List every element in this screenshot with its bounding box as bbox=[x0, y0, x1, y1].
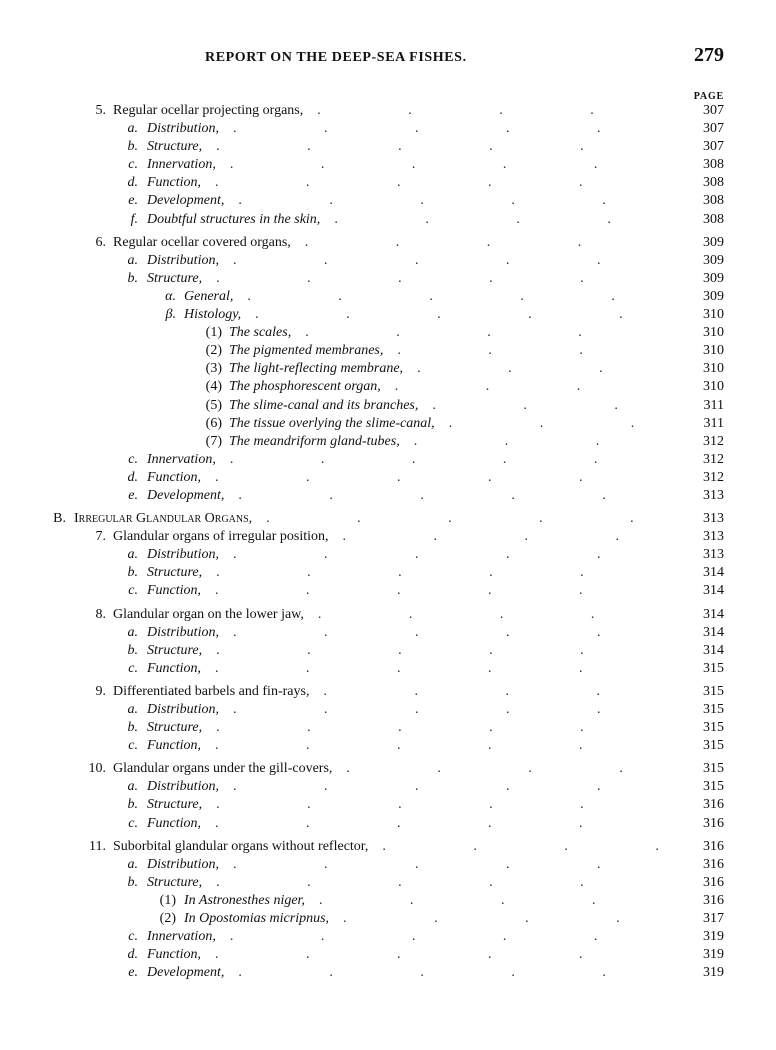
toc-entry bbox=[0, 683, 776, 701]
dot-leader bbox=[215, 815, 666, 833]
dot-leader bbox=[238, 964, 666, 982]
toc-entry-title: Structure, bbox=[147, 874, 203, 890]
dot-leader bbox=[238, 487, 666, 505]
toc-entry-title: Distribution, bbox=[147, 252, 219, 268]
toc-entry-number: c. bbox=[128, 660, 138, 676]
dot-leader bbox=[395, 378, 666, 396]
toc-entry-page: 310 bbox=[703, 343, 724, 359]
toc-entry-number: d. bbox=[127, 469, 138, 485]
toc-entry-page: 316 bbox=[703, 797, 724, 813]
toc-entry-page: 315 bbox=[703, 779, 724, 795]
toc-entry-title: Function, bbox=[147, 738, 202, 754]
toc-entry-title: Function, bbox=[147, 660, 202, 676]
toc-entry-page: 307 bbox=[703, 103, 724, 118]
toc-entry-number: b. bbox=[127, 139, 138, 155]
toc-entry-number: (6) bbox=[205, 415, 222, 431]
toc-entry-page: 314 bbox=[703, 583, 724, 599]
toc-entry bbox=[0, 378, 776, 396]
toc-entry-title: Distribution, bbox=[147, 856, 219, 872]
toc-entry-number: d. bbox=[127, 947, 138, 963]
toc-entry-number: c. bbox=[128, 157, 138, 173]
toc-entry-title: Innervation, bbox=[147, 929, 216, 945]
toc-entry-title: Structure, bbox=[147, 565, 203, 581]
toc-entry-title: Doubtful structures in the skin, bbox=[147, 211, 321, 227]
toc-entry-page: 315 bbox=[703, 683, 724, 699]
toc-entry bbox=[0, 138, 776, 156]
dot-leader bbox=[417, 360, 666, 378]
toc-entry bbox=[0, 838, 776, 856]
toc-entry-number: a. bbox=[127, 121, 138, 137]
toc-entry-title: Distribution, bbox=[147, 547, 219, 563]
toc-entry bbox=[0, 192, 776, 210]
dot-leader bbox=[215, 582, 666, 600]
toc-entry bbox=[0, 156, 776, 174]
toc-entry-page: 314 bbox=[703, 565, 724, 581]
toc-entry-title: Differentiated barbels and fin-rays, bbox=[113, 683, 310, 699]
toc-entry-number: (1) bbox=[205, 325, 222, 341]
toc-entry-title: Structure, bbox=[147, 642, 203, 658]
running-header bbox=[0, 44, 776, 72]
toc-entry-number: a. bbox=[127, 702, 138, 717]
dot-leader bbox=[233, 546, 666, 564]
toc-entry bbox=[0, 606, 776, 624]
toc-entry-number: a. bbox=[127, 856, 138, 872]
toc-entry-page: 309 bbox=[703, 288, 724, 304]
toc-entry-number: (3) bbox=[205, 361, 222, 377]
toc-entry bbox=[0, 546, 776, 564]
toc-entry-page: 316 bbox=[703, 892, 724, 908]
dot-leader bbox=[305, 324, 666, 342]
toc-entry-title: Function, bbox=[147, 815, 202, 831]
toc-entry bbox=[0, 856, 776, 874]
dot-leader bbox=[216, 564, 666, 582]
toc-entry-title: The tissue overlying the slime-canal, bbox=[229, 415, 435, 431]
toc-entry-number: 10. bbox=[88, 761, 106, 777]
dot-leader bbox=[323, 683, 666, 701]
toc-entry-title: Development, bbox=[147, 487, 225, 503]
dot-leader bbox=[215, 174, 666, 192]
dot-leader bbox=[238, 192, 666, 210]
toc-entry-number: b. bbox=[127, 797, 138, 813]
toc-entry-number: (2) bbox=[205, 343, 222, 359]
toc-entry bbox=[0, 288, 776, 306]
dot-leader bbox=[334, 211, 666, 229]
dot-leader bbox=[215, 660, 666, 678]
dot-leader bbox=[233, 778, 666, 796]
toc-entry-title: Distribution, bbox=[147, 624, 219, 640]
toc-entry bbox=[0, 120, 776, 138]
toc-entry bbox=[0, 892, 776, 910]
toc-entry bbox=[0, 719, 776, 737]
toc-entry-number: (5) bbox=[205, 397, 222, 413]
toc-entry-page: 316 bbox=[703, 874, 724, 890]
toc-entry-page: 316 bbox=[703, 838, 724, 854]
toc-entry-number: α. bbox=[165, 288, 176, 304]
toc-entry-title: Structure, bbox=[147, 139, 203, 155]
toc-entry bbox=[0, 102, 776, 120]
toc-entry-page: 316 bbox=[703, 856, 724, 872]
toc-entry-page: 316 bbox=[703, 815, 724, 831]
dot-leader bbox=[233, 252, 666, 270]
toc-entry-title: Function, bbox=[147, 947, 202, 963]
toc-entry bbox=[0, 910, 776, 928]
toc-entry-number: a. bbox=[127, 779, 138, 795]
toc-entry-page: 312 bbox=[703, 433, 724, 449]
toc-entry-number: 7. bbox=[95, 529, 106, 545]
dot-leader bbox=[215, 737, 666, 755]
toc-entry-page: 309 bbox=[703, 270, 724, 286]
toc-entry bbox=[0, 324, 776, 342]
toc-entry-page: 314 bbox=[703, 624, 724, 640]
toc-entry bbox=[0, 778, 776, 796]
toc-entry-title: Glandular organ on the lower jaw, bbox=[113, 606, 304, 622]
dot-leader bbox=[247, 288, 666, 306]
toc-entry-title: Structure, bbox=[147, 797, 203, 813]
page-column-label: PAGE bbox=[693, 91, 724, 102]
toc-entry-number: b. bbox=[127, 874, 138, 890]
dot-leader bbox=[319, 892, 666, 910]
toc-entry bbox=[0, 270, 776, 288]
toc-entry-page: 312 bbox=[703, 451, 724, 467]
toc-entry-number: 9. bbox=[95, 683, 106, 699]
dot-leader bbox=[230, 928, 666, 946]
toc-entry-number: e. bbox=[128, 193, 138, 209]
dot-leader bbox=[266, 510, 666, 528]
dot-leader bbox=[305, 234, 666, 252]
toc-entry bbox=[0, 964, 776, 982]
toc-entry-page: 310 bbox=[703, 379, 724, 395]
toc-entry-page: 309 bbox=[703, 234, 724, 250]
toc-entry-title: Function, bbox=[147, 583, 202, 599]
toc-entry-number: a. bbox=[127, 252, 138, 268]
running-title: REPORT ON THE DEEP-SEA FISHES. bbox=[205, 50, 467, 65]
toc-entry-page: 308 bbox=[703, 157, 724, 173]
toc-entry-page: 307 bbox=[703, 139, 724, 155]
toc-entry-title: Histology, bbox=[184, 307, 242, 323]
toc-entry-number: c. bbox=[128, 738, 138, 754]
dot-leader bbox=[233, 701, 666, 719]
toc-entry bbox=[0, 564, 776, 582]
toc-entry-page: 308 bbox=[703, 193, 724, 209]
dot-leader bbox=[318, 606, 666, 624]
toc-entry-number: c. bbox=[128, 451, 138, 467]
toc-entry-page: 310 bbox=[703, 361, 724, 377]
dot-leader bbox=[346, 760, 666, 778]
toc-entry-number: (4) bbox=[205, 379, 222, 395]
toc-entry-page: 311 bbox=[703, 415, 724, 431]
dot-leader bbox=[233, 624, 666, 642]
toc-entry-number: 8. bbox=[95, 606, 106, 622]
toc-entry-number: b. bbox=[127, 720, 138, 736]
toc-entry-number: 6. bbox=[95, 234, 106, 250]
toc-entry bbox=[0, 433, 776, 451]
toc-entry-page: 315 bbox=[703, 702, 724, 717]
toc-entry bbox=[0, 760, 776, 778]
toc-entry-title: Structure, bbox=[147, 270, 203, 286]
toc-entry-page: 319 bbox=[703, 947, 724, 963]
toc-entry-title: In Opostomias micripnus, bbox=[184, 911, 330, 927]
toc-entry bbox=[0, 815, 776, 833]
dot-leader bbox=[216, 796, 666, 814]
dot-leader bbox=[343, 910, 666, 928]
toc-entry-title: The meandriform gland-tubes, bbox=[229, 433, 400, 449]
toc-entry-page: 308 bbox=[703, 175, 724, 191]
toc-entry-number: (1) bbox=[159, 892, 176, 908]
toc-entry-title: Suborbital glandular organs without reflector, bbox=[113, 838, 369, 854]
toc-entry-title: Irregular Glandular Organs, bbox=[74, 511, 253, 527]
toc-entry-title: The scales, bbox=[229, 325, 292, 341]
toc-entry-number: c. bbox=[128, 815, 138, 831]
toc-entry-title: Glandular organs under the gill-covers, bbox=[113, 761, 333, 777]
toc-entry bbox=[0, 796, 776, 814]
dot-leader bbox=[216, 270, 666, 288]
toc-entry-title: The pigmented membranes, bbox=[229, 343, 384, 359]
toc-entry bbox=[0, 737, 776, 755]
toc-entry-page: 313 bbox=[703, 487, 724, 503]
toc-entry-page: 315 bbox=[703, 660, 724, 676]
toc-entry-number: b. bbox=[127, 270, 138, 286]
toc-entry-page: 310 bbox=[703, 307, 724, 323]
toc-entry-number: a. bbox=[127, 547, 138, 563]
toc-entry-page: 314 bbox=[703, 642, 724, 658]
toc-entry-number: f. bbox=[130, 211, 138, 227]
toc-entry-number: 11. bbox=[89, 838, 106, 854]
toc-entry bbox=[0, 701, 776, 719]
toc-entry-number: d. bbox=[127, 175, 138, 191]
toc-entry-title: Innervation, bbox=[147, 157, 216, 173]
toc-entry-number: c. bbox=[128, 929, 138, 945]
toc-entry-number: (2) bbox=[159, 911, 176, 927]
toc-entry-title: Development, bbox=[147, 965, 225, 981]
toc-entry-title: Innervation, bbox=[147, 451, 216, 467]
toc-entry bbox=[0, 306, 776, 324]
toc-entry-title: In Astronesthes niger, bbox=[184, 892, 305, 908]
dot-leader bbox=[215, 469, 666, 487]
toc-entry-title: Structure, bbox=[147, 720, 203, 736]
toc-entry bbox=[0, 234, 776, 252]
toc-entry-number: 5. bbox=[95, 103, 106, 118]
toc-entry-page: 317 bbox=[703, 911, 724, 927]
toc-entry-number: a. bbox=[127, 624, 138, 640]
toc-entry-page: 311 bbox=[703, 397, 724, 413]
toc-entry-title: Function, bbox=[147, 175, 202, 191]
toc-entry-number: (7) bbox=[205, 433, 222, 449]
toc-entry-number: b. bbox=[127, 642, 138, 658]
dot-leader bbox=[343, 528, 666, 546]
toc-entry-number: c. bbox=[128, 583, 138, 599]
dot-leader bbox=[215, 946, 666, 964]
toc-entry bbox=[0, 397, 776, 415]
toc-entry bbox=[0, 469, 776, 487]
dot-leader bbox=[230, 156, 666, 174]
toc-entry-page: 315 bbox=[703, 720, 724, 736]
toc-entry-number: e. bbox=[128, 965, 138, 981]
toc-entry-page: 308 bbox=[703, 211, 724, 227]
dot-leader bbox=[317, 102, 666, 120]
toc-entry bbox=[0, 874, 776, 892]
toc-entry bbox=[0, 510, 776, 528]
toc-entry-page: 319 bbox=[703, 929, 724, 945]
toc-entry-number: b. bbox=[127, 565, 138, 581]
dot-leader bbox=[233, 120, 666, 138]
dot-leader bbox=[233, 856, 666, 874]
toc-entry-page: 313 bbox=[703, 511, 724, 527]
toc-entry bbox=[0, 211, 776, 229]
toc-entry bbox=[0, 342, 776, 360]
toc-entry bbox=[0, 582, 776, 600]
toc-entry-title: Distribution, bbox=[147, 702, 219, 717]
dot-leader bbox=[397, 342, 666, 360]
toc-entry-title: Distribution, bbox=[147, 779, 219, 795]
toc-entry-page: 313 bbox=[703, 547, 724, 563]
toc-entry-title: The light-reflecting membrane, bbox=[229, 361, 404, 377]
page-number: 279 bbox=[694, 44, 724, 66]
dot-leader bbox=[449, 415, 666, 433]
toc-entry bbox=[0, 928, 776, 946]
toc-entry bbox=[0, 946, 776, 964]
toc-entry bbox=[0, 642, 776, 660]
toc-entry-number: β. bbox=[165, 307, 176, 323]
toc-entry-page: 319 bbox=[703, 965, 724, 981]
toc-entry-title: Regular ocellar projecting organs, bbox=[113, 103, 304, 118]
toc-entry bbox=[0, 415, 776, 433]
dot-leader bbox=[230, 451, 666, 469]
toc-entry bbox=[0, 252, 776, 270]
toc-entry-title: Glandular organs of irregular position, bbox=[113, 529, 329, 545]
dot-leader bbox=[216, 138, 666, 156]
toc-entry-title: General, bbox=[184, 288, 234, 304]
toc-entry bbox=[0, 660, 776, 678]
toc-entry bbox=[0, 487, 776, 505]
toc-entry bbox=[0, 451, 776, 469]
toc-entry-title: Development, bbox=[147, 193, 225, 209]
dot-leader bbox=[414, 433, 666, 451]
toc-entry-page: 309 bbox=[703, 252, 724, 268]
toc-entry-title: Distribution, bbox=[147, 121, 219, 137]
toc-entry bbox=[0, 624, 776, 642]
table-of-contents bbox=[0, 102, 776, 982]
toc-entry-title: The phosphorescent organ, bbox=[229, 379, 381, 395]
toc-entry-page: 315 bbox=[703, 761, 724, 777]
toc-entry-page: 307 bbox=[703, 121, 724, 137]
toc-entry bbox=[0, 360, 776, 378]
toc-entry-number: e. bbox=[128, 487, 138, 503]
dot-leader bbox=[432, 397, 666, 415]
toc-entry-title: Regular ocellar covered organs, bbox=[113, 234, 291, 250]
toc-entry-page: 313 bbox=[703, 529, 724, 545]
toc-entry-page: 312 bbox=[703, 469, 724, 485]
toc-entry-page: 310 bbox=[703, 325, 724, 341]
toc-entry-number: B. bbox=[53, 511, 66, 527]
toc-entry bbox=[0, 174, 776, 192]
toc-entry-title: Function, bbox=[147, 469, 202, 485]
toc-entry-title: The slime-canal and its branches, bbox=[229, 397, 419, 413]
dot-leader bbox=[216, 642, 666, 660]
dot-leader bbox=[216, 719, 666, 737]
dot-leader bbox=[382, 838, 666, 856]
dot-leader bbox=[216, 874, 666, 892]
toc-entry bbox=[0, 528, 776, 546]
toc-entry-page: 314 bbox=[703, 606, 724, 622]
toc-entry-page: 315 bbox=[703, 738, 724, 754]
dot-leader bbox=[255, 306, 666, 324]
